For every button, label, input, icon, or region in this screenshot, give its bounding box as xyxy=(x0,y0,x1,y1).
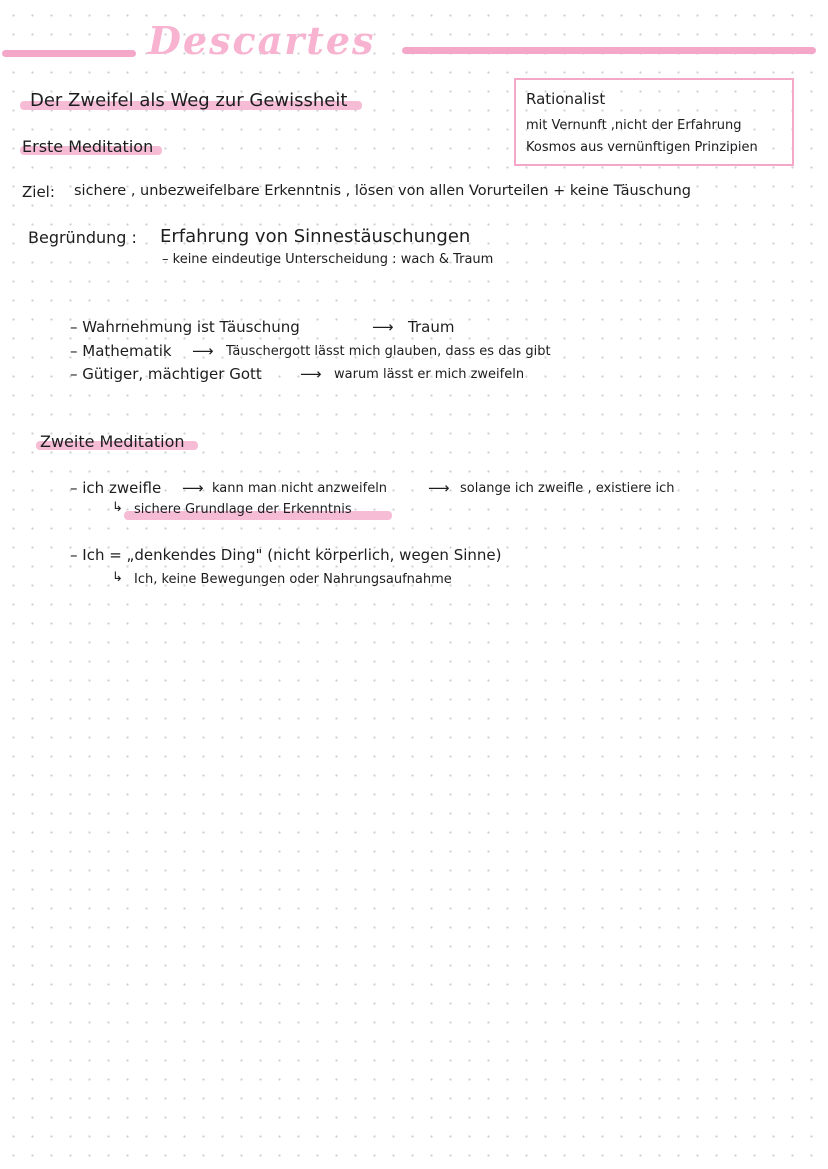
point-gott: – Gütiger, mächtiger Gott xyxy=(70,365,262,383)
arrow-icon: ⟶ xyxy=(300,365,322,383)
page-title: Descartes xyxy=(148,18,376,63)
begruendung-sub: – keine eindeutige Unterscheidung : wach & Traum xyxy=(162,252,494,267)
point-wahrnehmung-result: Traum xyxy=(408,318,455,336)
title-rule-left xyxy=(2,50,136,57)
point-denkendes-ding: – Ich = „denkendes Ding" (nicht körperlich, wegen Sinne) xyxy=(70,546,502,564)
point-zweifle: – ich zweifle xyxy=(70,479,162,497)
denkendes-ding-sub: Ich, keine Bewegungen oder Nahrungsaufnahme xyxy=(134,572,452,587)
second-meditation-label: Zweite Meditation xyxy=(40,432,185,451)
arrow-icon: ⟶ xyxy=(192,342,214,360)
arrow-icon: ⟶ xyxy=(182,479,204,497)
box-line-2: mit Vernunft ,nicht der Erfahrung xyxy=(526,118,742,133)
sub-arrow-icon: ↳ xyxy=(112,570,123,585)
arrow-icon: ⟶ xyxy=(428,479,450,497)
page-heading: Der Zweifel als Weg zur Gewissheit xyxy=(30,90,348,111)
point-mathematik: – Mathematik xyxy=(70,342,172,360)
ziel-text: sichere , unbezweifelbare Erkenntnis , lösen von allen Vorurteilen + keine Täuschung xyxy=(74,183,691,199)
ziel-label: Ziel: xyxy=(22,183,55,201)
point-zweifle-mid: kann man nicht anzweifeln xyxy=(212,481,388,496)
point-zweifle-end: solange ich zweifle , existiere ich xyxy=(460,481,675,496)
title-rule-right xyxy=(402,47,816,54)
begruendung-label: Begründung : xyxy=(28,228,137,247)
begruendung-text: Erfahrung von Sinnestäuschungen xyxy=(160,226,471,247)
box-line-3: Kosmos aus vernünftigen Prinzipien xyxy=(526,140,758,155)
grundlage-text: sichere Grundlage der Erkenntnis xyxy=(134,502,352,517)
point-gott-result: warum lässt er mich zweifeln xyxy=(334,367,525,382)
arrow-icon: ⟶ xyxy=(372,318,394,336)
first-meditation-label: Erste Meditation xyxy=(22,137,154,156)
box-line-1: Rationalist xyxy=(526,90,606,108)
sub-arrow-icon: ↳ xyxy=(112,500,123,515)
point-wahrnehmung: – Wahrnehmung ist Täuschung xyxy=(70,318,300,336)
point-mathematik-result: Täuschergott lässt mich glauben, dass es das gibt xyxy=(226,344,551,359)
